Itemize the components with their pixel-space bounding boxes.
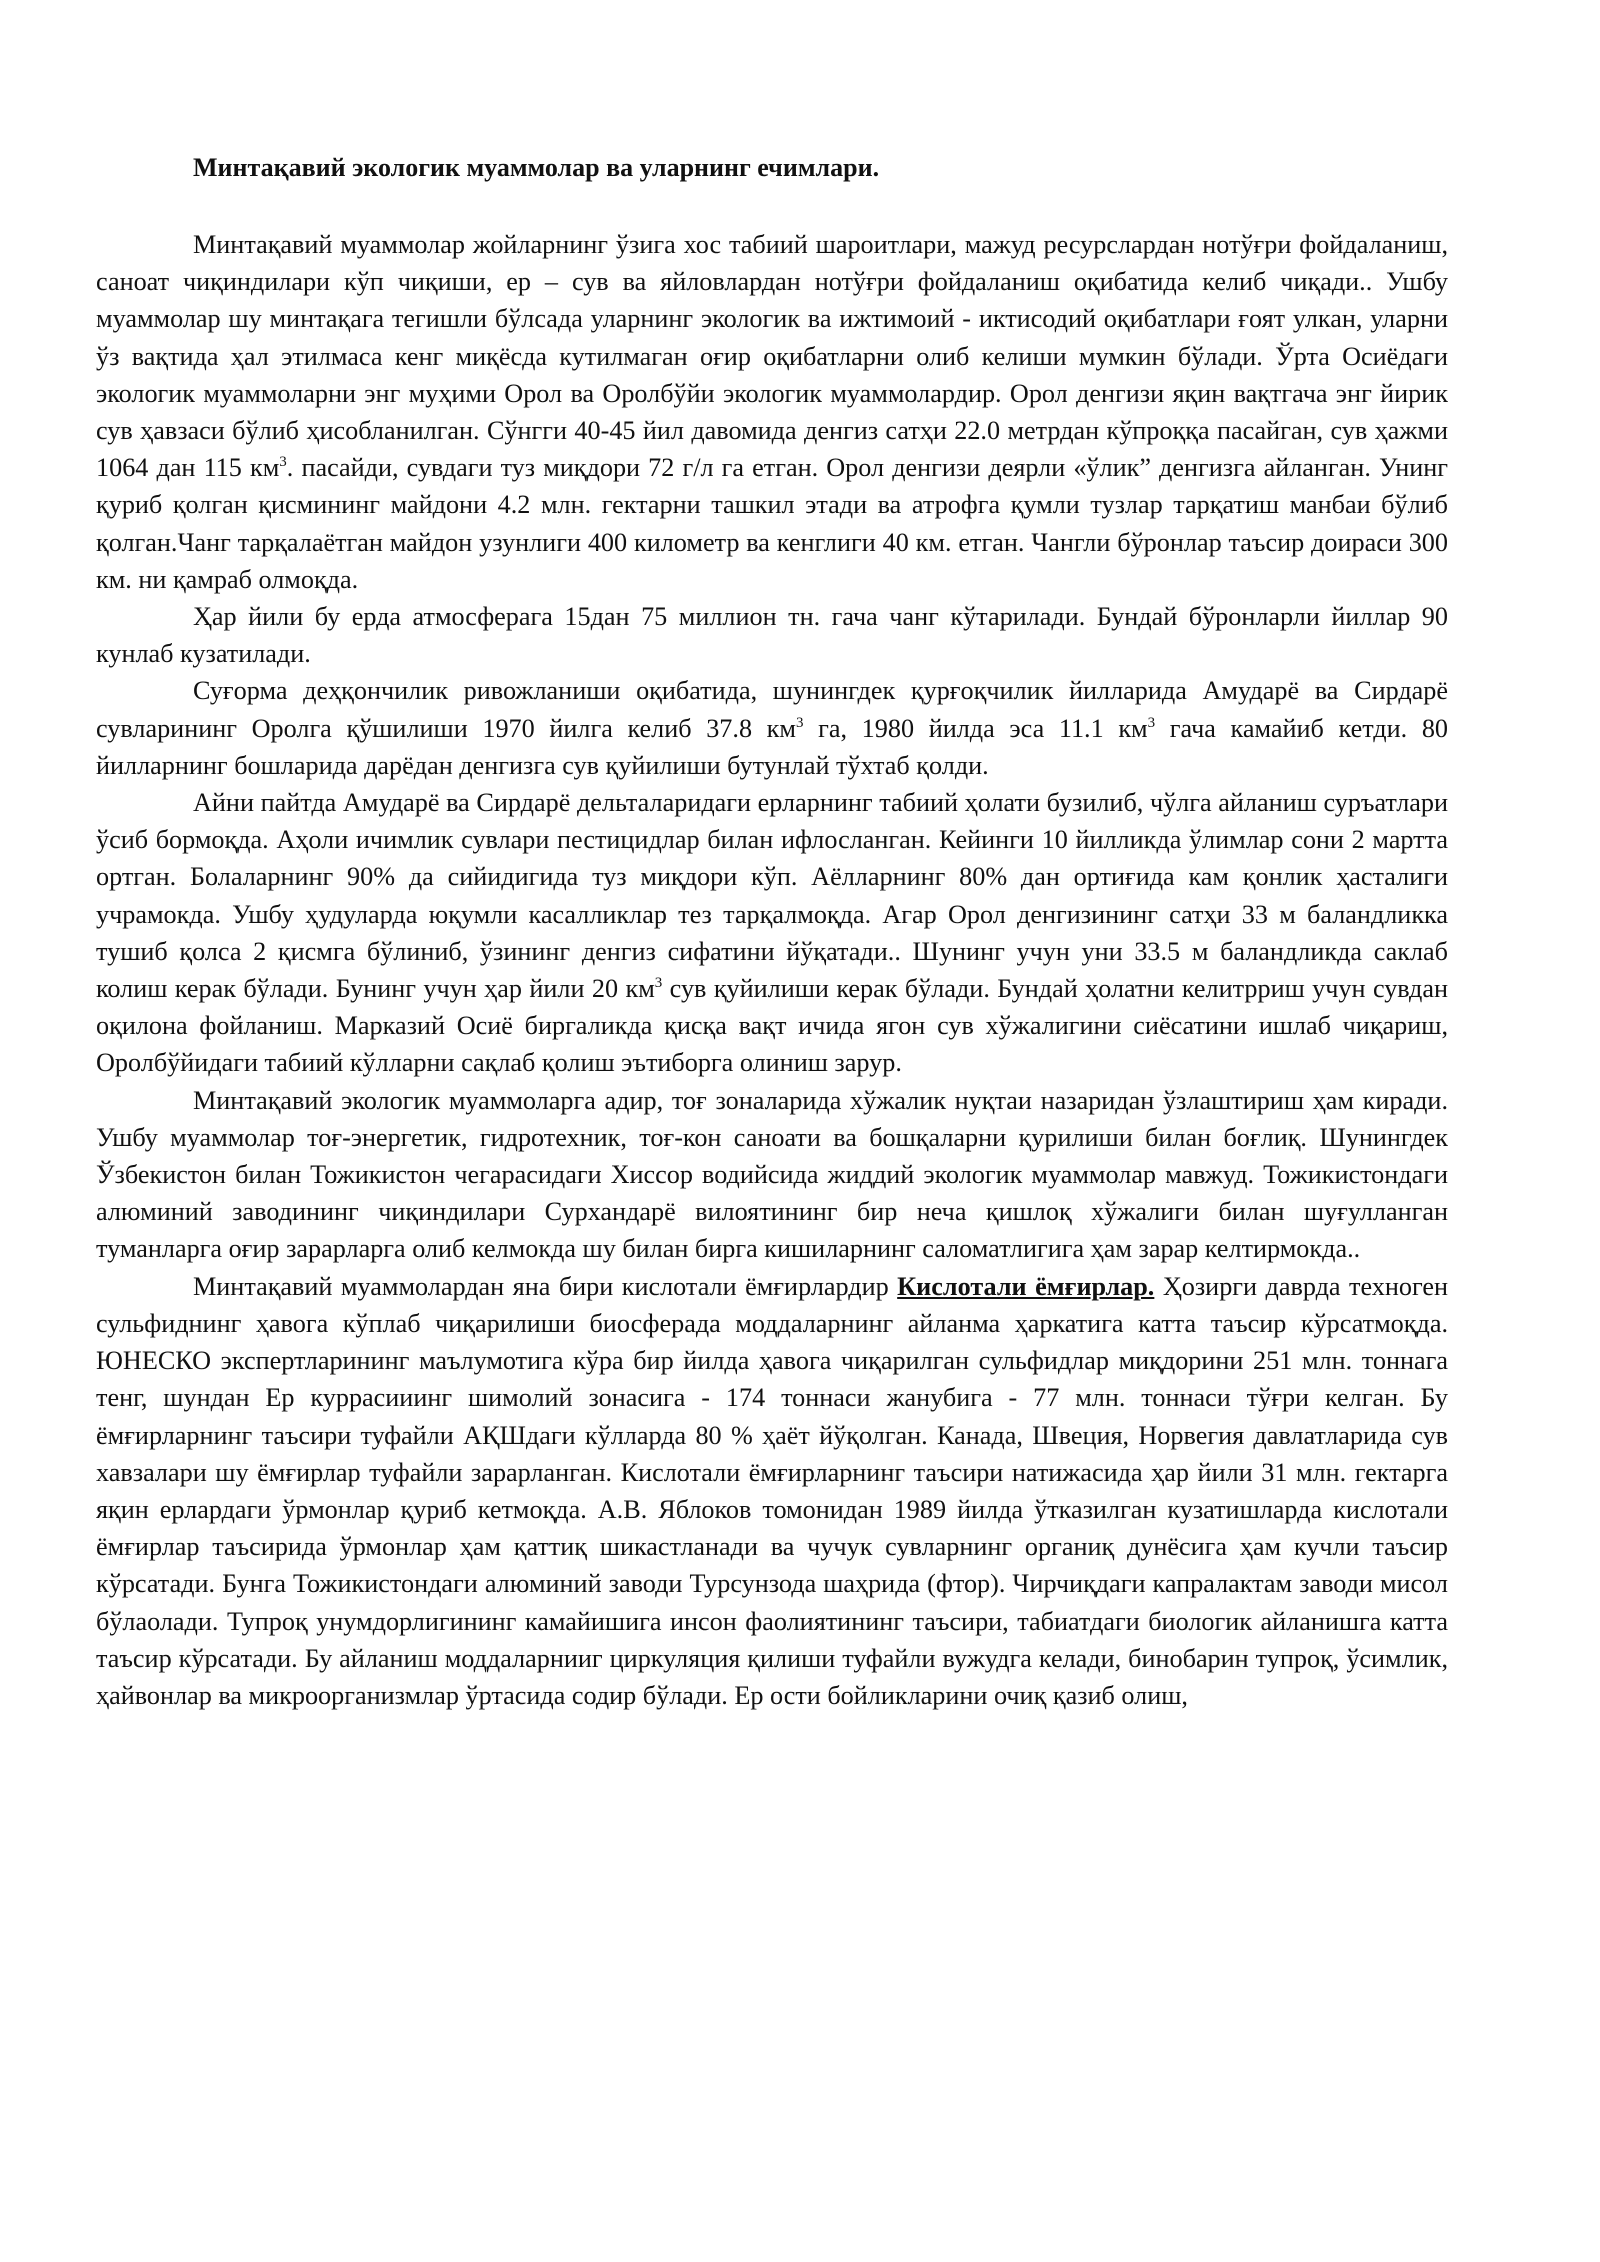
cubic-superscript: 3 <box>654 975 663 992</box>
paragraph-dust-storms <box>96 598 1448 672</box>
paragraph-aral-sea-overview <box>96 226 1448 598</box>
paragraph-mountain-zones <box>96 1082 1448 1268</box>
paragraph-text: Ҳозирги даврда техноген сульфиднинг ҳавога кўплаб чиқарилиши биосферада моддаларнинг айланма ҳаркатига катта таъсир кўрсатмоқда. ЮНЕСКО экспертларининг маълумотига кўра бир йилда ҳавога чиқарилган сульфидлар миқдорини 251 млн. тоннага тенг, шундан Ер куррасииинг шимолий зонасига - 174 тоннаси жанубига - 77 млн. тоннаси тўғри келган. Бу ёмғирларнинг таъсири туфайли АҚШдаги кўлларда 80 % ҳаёт йўқолган. Канада, Швеция, Норвегия давлатларида сув хавзалари шу ёмғирлар туфайли зарарланган. Кислотали ёмғирларнинг таъсири натижасида ҳар йили 31 млн. гектарга яқин ерлардаги ўрмонлар қуриб кетмоқда. А.В. Яблоков томонидан 1989 йилда ўтказилган кузатишларда кислотали ёмғирлар таъсирида ўрмонлар ҳам қаттиқ шикастланади ва чучук сувларнинг органиқ дунёсига ҳам кучли таъсир кўрсатади. Бунга Тожикистондаги алюминий заводи Турсунзода шаҳрида (фтор). Чирчиқдаги капралактам заводи мисол бўлаолади. Тупроқ унумдорлигининг камайишига инсон фаолиятининг таъсири, табиатдаги биологик айланишга катта таъсир кўрсатади. Бу айланиш моддаларнииг циркуляция қилиши туфайли вужудга келади, бинобарин тупроқ, ўсимлик, ҳайвонлар ва микроорганизмлар ўртасида содир бўлади. Ер ости бойликларини очиқ қазиб олиш, <box>96 1271 1448 1710</box>
paragraph-delta-health <box>96 784 1448 1082</box>
paragraph-text: га, 1980 йилда эса 11.1 км <box>803 713 1148 743</box>
paragraph-text: . пасайди, сувдаги туз миқдори 72 г/л га етган. Орол денгизи деярли «ўлик” денгизга айланган. Унинг қуриб қолган қисмининг майдони 4.2 млн. гектарни ташкил этади ва атрофга қумли тузлар тарқатиш манбаи бўлиб қолган.Чанг тарқалаётган майдон узунлиги 400 километр ва кенглиги 40 км. етган. Чангли бўронлар таъсир доираси 300 км. ни қамраб олмоқда. <box>96 453 1448 594</box>
document-title: Минтақавий экологик муаммолар ва уларнинг ечимлари. <box>193 153 880 182</box>
paragraph-text: сув қуйилиши керак бўлади. Бундай ҳолатни келитрриш учун сувдан оқилона фойланиш. Марказий Осиё биргаликда қисқа вақт ичида ягон сув хўжалигини сиёсатини ишлаб чиқариш, Оролбўйидаги табиий кўлларни сақлаб қолиш эътиборга олиниш зарур. <box>96 974 1448 1078</box>
paragraph-text: Минтақавий экологик муаммоларга адир, тоғ зоналарида хўжалик нуқтаи назаридан ўзлаштириш ҳам киради. Ушбу муаммолар тоғ-энергетик, гидротехник, тоғ-кон саноати ва бошқаларни қурилиши билан боғлиқ. Шунингдек Ўзбекистон билан Тожикистон чегарасидаги Хиссор водийсида жиддий экологик муаммолар мавжуд. Тожикистондаги алюминий заводининг чиқиндилари Сурхандарё вилоятининг бир неча қишлоқ хўжалиги билан шуғулланган туманларга оғир зарарларга олиб келмокда шу билан бирга кишиларнинг саломатлигига ҳам зарар келтирмокда.. <box>96 1085 1448 1264</box>
paragraph-text: Ҳар йили бу ерда атмосферага 15дан 75 миллион тн. гача чанг кўтарилади. Бундай бўронларли йиллар 90 кунлаб кузатилади. <box>96 602 1448 669</box>
paragraph-acid-rain <box>96 1268 1448 1714</box>
cubic-superscript: 3 <box>1147 714 1156 731</box>
cubic-superscript: 3 <box>795 714 804 731</box>
paragraph-text: Айни пайтда Амударё ва Сирдарё дельталаридаги ерларнинг табиий ҳолати бузилиб, чўлга айланиш суръатлари ўсиб бормоқда. Аҳоли ичимлик сувлари пестицидлар билан ифлосланган. Кейинги 10 йилликда ўлимлар сони 2 мартта ортган. Болаларнинг 90% да сийидигида туз миқдори кўп. Аёлларнинг 80% дан ортиғида кам қонлик ҳасталиги учрамокда. Ушбу ҳудуларда юқумли касалликлар тез тарқалмоқда. Агар Орол денгизининг сатҳи 33 м баландликка тушиб қолса 2 қисмга бўлиниб, ўзининг денгиз сифатини йўқатади.. Шунинг учун уни 33.5 м баландликда саклаб колиш керак бўлади. Бунинг учун ҳар йили 20 км <box>96 788 1448 1004</box>
paragraph-text: Минтақавий муаммолар жойларнинг ўзига хос табиий шароитлари, мажуд ресурслардан нотўғри фойдаланиш, саноат чиқиндилари кўп чиқиши, ер – сув ва яйловлардан нотўғри фойдаланиш оқибатида келиб чиқади.. Ушбу муаммолар шу минтақага тегишли бўлсада уларнинг экологик ва ижтимоий - иктисодий оқибатлари ғоят улкан, уларни ўз вақтида ҳал этилмаса кенг миқёсда кутилмаган оғир оқибатларни олиб келиши мумкин бўлади. Ўрта Осиёдаги экологик муаммоларни энг муҳими Орол ва Оролбўйи экологик муаммолардир. Орол денгизи яқин вақтгача энг йирик сув ҳавзаси бўлиб ҳисобланилган. Сўнгги 40-45 йил давомида денгиз сатҳи 22.0 метрдан кўпроққа пасайган, сув ҳажми 1064 дан 115 км <box>96 230 1448 483</box>
paragraph-text: Минтақавий муаммолардан яна бири кислотали ёмғирлардир <box>193 1271 898 1301</box>
paragraph-text: Суғорма деҳқончилик ривожланиши оқибатида, шунингдек қурғоқчилик йилларида Амударё ва Сирдарё сувларининг Оролга қўшилиши 1970 йилга келиб 37.8 км <box>96 676 1448 743</box>
paragraph-irrigation <box>96 672 1448 784</box>
acid-rain-heading: Кислотали ёмғирлар. <box>897 1271 1155 1301</box>
document-body <box>96 226 1448 1714</box>
cubic-superscript: 3 <box>279 454 287 471</box>
paragraph-text: гача камайиб кетди. 80 йилларнинг бошларида дарёдан денгизга сув қуйилиши бутунлай тўхтаб қолди. <box>96 713 1449 780</box>
